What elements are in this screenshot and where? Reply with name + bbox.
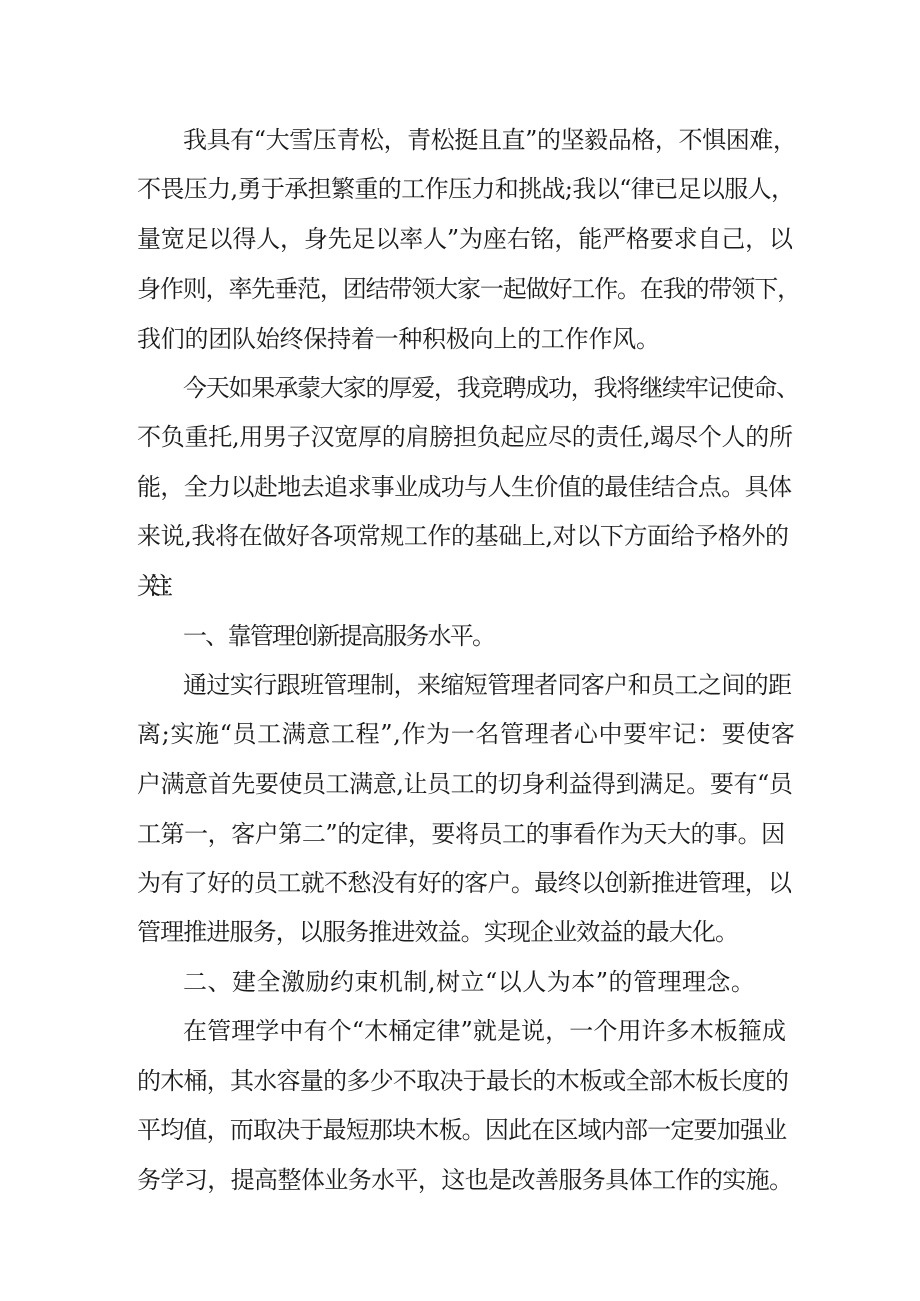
text-line: 身作则，率先垂范，团结带领大家一起做好工作。在我的带领下， xyxy=(137,275,800,303)
text-line: 为有了好的员工就不愁没有好的客户。最终以创新推进管理，以 xyxy=(137,869,792,897)
text-line: 一、靠管理创新提高服务水平。 xyxy=(183,622,495,650)
text-line: 我们的团队始终保持着一种积极向上的工作作风。 xyxy=(137,325,660,353)
text-line: 今天如果承蒙大家的厚爱，我竞聘成功，我将继续牢记使命、 xyxy=(183,374,799,402)
text-line: 量宽足以得人，身先足以率人”为座右铭，能严格要求自己，以 xyxy=(137,225,793,253)
text-line: 不畏压力,勇于承担繁重的工作压力和挑战;我以“律已足以服人， xyxy=(137,175,795,203)
text-line: 来说,我将在做好各项常规工作的基础上,对以下方面给予格外的 xyxy=(137,522,789,550)
text-line: 工第一，客户第二”的定律，要将员工的事看作为天大的事。因 xyxy=(137,820,785,848)
text-line: 平均值，而取决于最短那块木板。因此在区域内部一定要加强业 xyxy=(137,1116,787,1144)
text-line: 能，全力以赴地去追求事业成功与人生价值的最佳结合点。具体 xyxy=(137,473,792,501)
text-line: 关注： xyxy=(137,572,173,600)
text-line: 在管理学中有个“木桶定律”就是说，一个用许多木板箍成 xyxy=(183,1017,787,1045)
text-line: 户满意首先要使员工满意,让员工的切身利益得到满足。要有“员 xyxy=(137,770,793,798)
text-line: 通过实行跟班管理制，来缩短管理者同客户和员工之间的距 xyxy=(183,671,792,699)
text-line: 管理推进服务，以服务推进效益。实现企业效益的最大化。 xyxy=(137,918,739,946)
text-line: 离;实施“员工满意工程”,作为一名管理者心中要牢记：要使客 xyxy=(137,720,796,748)
text-line: 不负重托,用男子汉宽厚的肩膀担负起应尽的责任,竭尽个人的所 xyxy=(137,423,793,451)
text-line: 二、建全激励约束机制,树立“以人为本”的管理理念。 xyxy=(183,968,756,996)
text-line: 我具有“大雪压青松，青松挺且直”的坚毅品格，不惧困难， xyxy=(183,126,797,154)
text-line: 务学习，提高整体业务水平，这也是改善服务具体工作的实施。 xyxy=(137,1166,793,1194)
text-line: 的木桶，其水容量的多少不取决于最长的木板或全部木板长度的 xyxy=(137,1067,789,1095)
